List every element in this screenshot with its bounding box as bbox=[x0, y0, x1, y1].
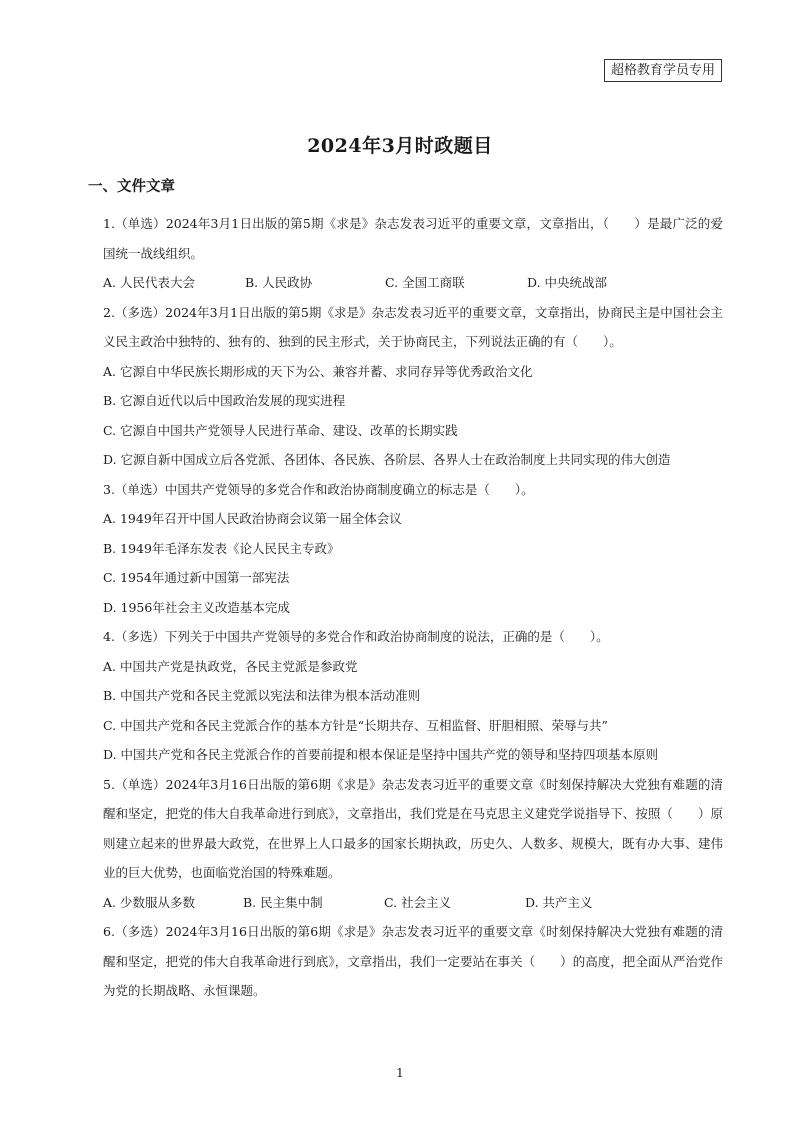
question-3-option-a: A. 1949年召开中国人民政治协商会议第一届全体会议 bbox=[103, 511, 402, 526]
question-1-option-a: A. 人民代表大会 bbox=[103, 275, 195, 290]
question-3-option-d: D. 1956年社会主义改造基本完成 bbox=[103, 599, 290, 615]
question-2-option-d: D. 它源自新中国成立后各党派、各团体、各民族、各阶层、各界人士在政治制度上共同实现的伟大创造 bbox=[103, 452, 671, 467]
question-5-option-d: D. 共产主义 bbox=[525, 894, 593, 910]
question-1-option-b: B. 人民政协 bbox=[245, 275, 313, 290]
question-5-stem: 5.（单选）2024年3月16日出版的第6期《求是》杂志发表习近平的重要文章《时刻保持解决大党独有难题的清醒和坚定，把党的伟大自我革命进行到底》，文章指出，我们党是在马克思主义建党学说指导下、按照（ ）原则建立起来的世界最大政党，在世界上人口最多的国家长期执政，历史久、人数多、规模大，既有办大事、建伟业的巨大优势，也面临党治国的特殊难题。 bbox=[103, 776, 723, 880]
question-2-option-a: A. 它源自中华民族长期形成的天下为公、兼容并蓄、求同存异等优秀政治文化 bbox=[103, 363, 533, 379]
question-4-option-a: A. 中国共产党是执政党，各民主党派是参政党 bbox=[103, 658, 358, 674]
question-3-option-c: C. 1954年通过新中国第一部宪法 bbox=[103, 570, 290, 585]
question-3-option-b: B. 1949年毛泽东发表《论人民民主专政》 bbox=[103, 540, 340, 556]
question-4-stem: 4.（多选）下列关于中国共产党领导的多党合作和政治协商制度的说法，正确的是（ ）。 bbox=[103, 629, 609, 644]
question-4-option-c: C. 中国共产党和各民主党派合作的基本方针是“长期共存、互相监督、肝胆相照、荣辱与共” bbox=[103, 717, 608, 733]
question-2-option-b: B. 它源自近代以后中国政治发展的现实进程 bbox=[103, 393, 346, 408]
question-1-option-c: C. 全国工商联 bbox=[385, 275, 465, 290]
question-5-option-a: A. 少数服从多数 bbox=[103, 894, 195, 910]
question-5-option-b: B. 民主集中制 bbox=[243, 894, 323, 910]
question-4-option-d: D. 中国共产党和各民主党派合作的首要前提和根本保证是坚持中国共产党的领导和坚持四项基本原则 bbox=[103, 747, 659, 762]
student-use-badge: 超格教育学员专用 bbox=[604, 59, 722, 82]
question-2-option-c: C. 它源自中国共产党领导人民进行革命、建设、改革的长期实践 bbox=[103, 422, 458, 438]
question-2-stem: 2.（多选）2024年3月1日出版的第5期《求是》杂志发表习近平的重要文章，文章指出，协商民主是中国社会主义民主政治中独特的、独有的、独到的民主形式，关于协商民主，下列说法正确的有（ ）。 bbox=[103, 304, 723, 349]
question-3-stem: 3.（单选）中国共产党领导的多党合作和政治协商制度确立的标志是（ ）。 bbox=[103, 481, 534, 497]
page-title: 2024年3月时政题目 bbox=[307, 135, 493, 157]
question-1-stem: 1.（单选）2024年3月1日出版的第5期《求是》杂志发表习近平的重要文章，文章指出，（ ）是最广泛的爱国统一战线组织。 bbox=[103, 216, 723, 261]
page-number: 1 bbox=[396, 1066, 404, 1080]
question-5-option-c: C. 社会主义 bbox=[384, 894, 452, 910]
section-heading: 一、文件文章 bbox=[88, 178, 175, 195]
question-1-options bbox=[103, 268, 723, 298]
question-6-stem: 6.（多选）2024年3月16日出版的第6期《求是》杂志发表习近平的重要文章《时刻保持解决大党独有难题的清醒和坚定，把党的伟大自我革命进行到底》，文章指出，我们一定要站在事关（ ）的高度，把全面从严治党作为党的长期战略、永恒课题。 bbox=[103, 924, 723, 998]
question-4-option-b: B. 中国共产党和各民主党派以宪法和法律为根本活动准则 bbox=[103, 688, 421, 703]
question-5-options bbox=[103, 888, 723, 918]
question-1-option-d: D. 中央统战部 bbox=[527, 275, 608, 290]
document-body bbox=[88, 178, 723, 1006]
